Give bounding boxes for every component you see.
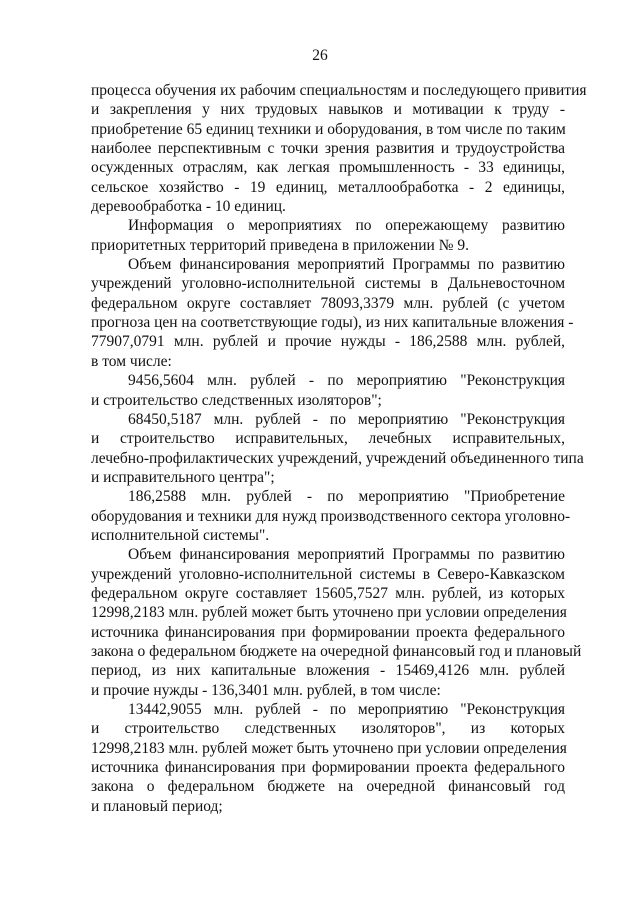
text-line: прогноза цен на соответствующие годы), из них капитальные вложения -	[91, 314, 574, 332]
text-line: и строительство следственных изоляторов", из которых	[91, 720, 565, 738]
text-line: осужденных отраслям, как легкая промышленность - 33 единицы,	[91, 159, 565, 177]
text-line: федеральном округе составляет 15605,7527 млн. рублей, из которых	[91, 584, 565, 602]
text-line: оборудования и техники для нужд производственного сектора уголовно-	[91, 507, 571, 525]
text-line: 12998,2183 млн. рублей может быть уточнено при условии определения	[91, 739, 567, 757]
text-line: Объем финансирования мероприятий Программы по развитию	[128, 546, 565, 564]
body-text	[91, 81, 587, 816]
text-line: источника финансирования при формировании проекта федерального	[91, 623, 565, 641]
text-line: 186,2588 млн. рублей - по мероприятию "Приобретение	[128, 488, 565, 506]
text-line: учреждений уголовно-исполнительной системы в Северо-Кавказском	[91, 565, 565, 583]
text-line: приобретение 65 единиц техники и оборудования, в том числе по таким	[91, 120, 566, 138]
text-line: период, из них капитальные вложения - 15469,4126 млн. рублей	[91, 662, 565, 680]
text-line: Информация о мероприятиях по опережающему развитию	[128, 217, 565, 235]
text-line: источника финансирования при формировании проекта федерального	[91, 759, 565, 777]
text-line: наиболее перспективным с точки зрения развития и трудоустройства	[91, 140, 565, 158]
text-line: и плановый период;	[91, 797, 223, 815]
text-line: 77907,0791 млн. рублей и прочие нужды - 186,2588 млн. рублей,	[91, 333, 565, 351]
text-line: сельское хозяйство - 19 единиц, металлообработка - 2 единицы,	[91, 178, 565, 196]
text-line: и строительство исправительных, лечебных исправительных,	[91, 430, 565, 448]
text-line: 68450,5187 млн. рублей - по мероприятию "Реконструкция	[128, 410, 565, 428]
text-line: и прочие нужды - 136,3401 млн. рублей, в том числе:	[91, 681, 441, 699]
text-line: деревообработка - 10 единиц.	[91, 198, 286, 216]
text-line: и исправительного центра";	[91, 468, 275, 486]
text-line: закона о федеральном бюджете на очередной финансовый год и плановый	[91, 642, 582, 660]
text-line: федеральном округе составляет 78093,3379 млн. рублей (с учетом	[91, 294, 565, 312]
text-line: в том числе:	[91, 352, 172, 370]
text-line: учреждений уголовно-исполнительной системы в Дальневосточном	[91, 275, 565, 293]
page-number: 26	[312, 47, 328, 64]
text-line: исполнительной системы".	[91, 526, 270, 544]
text-line: лечебно-профилактических учреждений, учреждений объединенного типа	[91, 449, 584, 467]
text-line: и закрепления у них трудовых навыков и мотивации к труду -	[91, 101, 565, 119]
text-line: приоритетных территорий приведена в приложении № 9.	[91, 236, 470, 254]
text-line: 9456,5604 млн. рублей - по мероприятию "Реконструкция	[128, 372, 565, 390]
text-line: 13442,9055 млн. рублей - по мероприятию "Реконструкция	[128, 701, 565, 718]
text-line: процесса обучения их рабочим специальностям и последующего привития	[91, 82, 587, 99]
text-line: закона о федеральном бюджете на очередной финансовый год	[91, 778, 565, 796]
text-line: 12998,2183 млн. рублей может быть уточнено при условии определения	[91, 604, 567, 622]
text-line: Объем финансирования мероприятий Программы по развитию	[128, 256, 565, 274]
text-line: и строительство следственных изоляторов";	[91, 391, 382, 409]
